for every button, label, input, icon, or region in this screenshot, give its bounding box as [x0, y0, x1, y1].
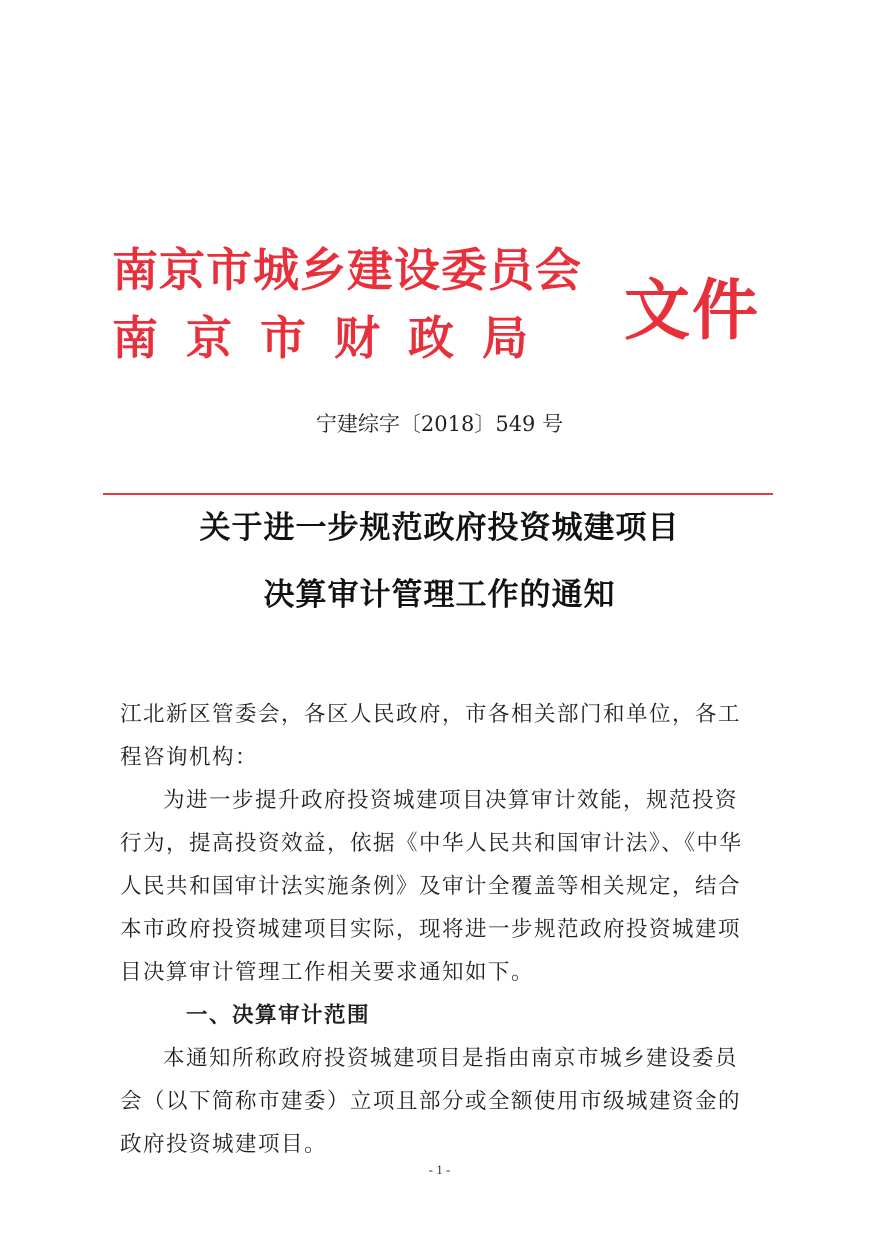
document-title-line-2: 决算审计管理工作的通知: [263, 577, 616, 613]
issuer-finance-bureau: 南京市财政局: [112, 311, 556, 365]
addressee-line-1: 江北新区管委会，各区人民政府，市各相关部门和单位，各工: [120, 702, 742, 727]
red-divider-line: [103, 493, 773, 495]
paragraph-1-line-3: 人民共和国审计法实施条例》及审计全覆盖等相关规定，结合: [120, 874, 742, 899]
document-number: 宁建综字〔2018〕549 号: [315, 412, 564, 436]
paragraph-2-line-2: 会（以下简称市建委）立项且部分或全额使用市级城建资金的: [120, 1089, 742, 1114]
document-title-line-1: 关于进一步规范政府投资城建项目: [199, 510, 680, 546]
page-number: - 1 -: [428, 1162, 451, 1177]
red-masthead: [112, 240, 772, 380]
paragraph-2-line-3: 政府投资城建项目。: [120, 1132, 328, 1157]
paragraph-1-line-1: 为进一步提升政府投资城建项目决算审计效能，规范投资: [163, 788, 739, 813]
document-type-label: 文件: [624, 271, 760, 349]
paragraph-1-line-4: 本市政府投资城建项目实际，现将进一步规范政府投资城建项: [120, 917, 742, 942]
paragraph-1-line-5: 目决算审计管理工作相关要求通知如下。: [120, 960, 535, 985]
issuer-construction-committee: 南京市城乡建设委员会: [112, 243, 582, 297]
section-heading-audit-scope: 一、决算审计范围: [186, 1003, 371, 1028]
addressee-line-2: 程咨询机构：: [120, 745, 259, 770]
paragraph-1-line-2: 行为，提高投资效益，依据《中华人民共和国审计法》、《中华: [120, 831, 743, 856]
paragraph-2-line-1: 本通知所称政府投资城建项目是指由南京市城乡建设委员: [163, 1046, 739, 1071]
